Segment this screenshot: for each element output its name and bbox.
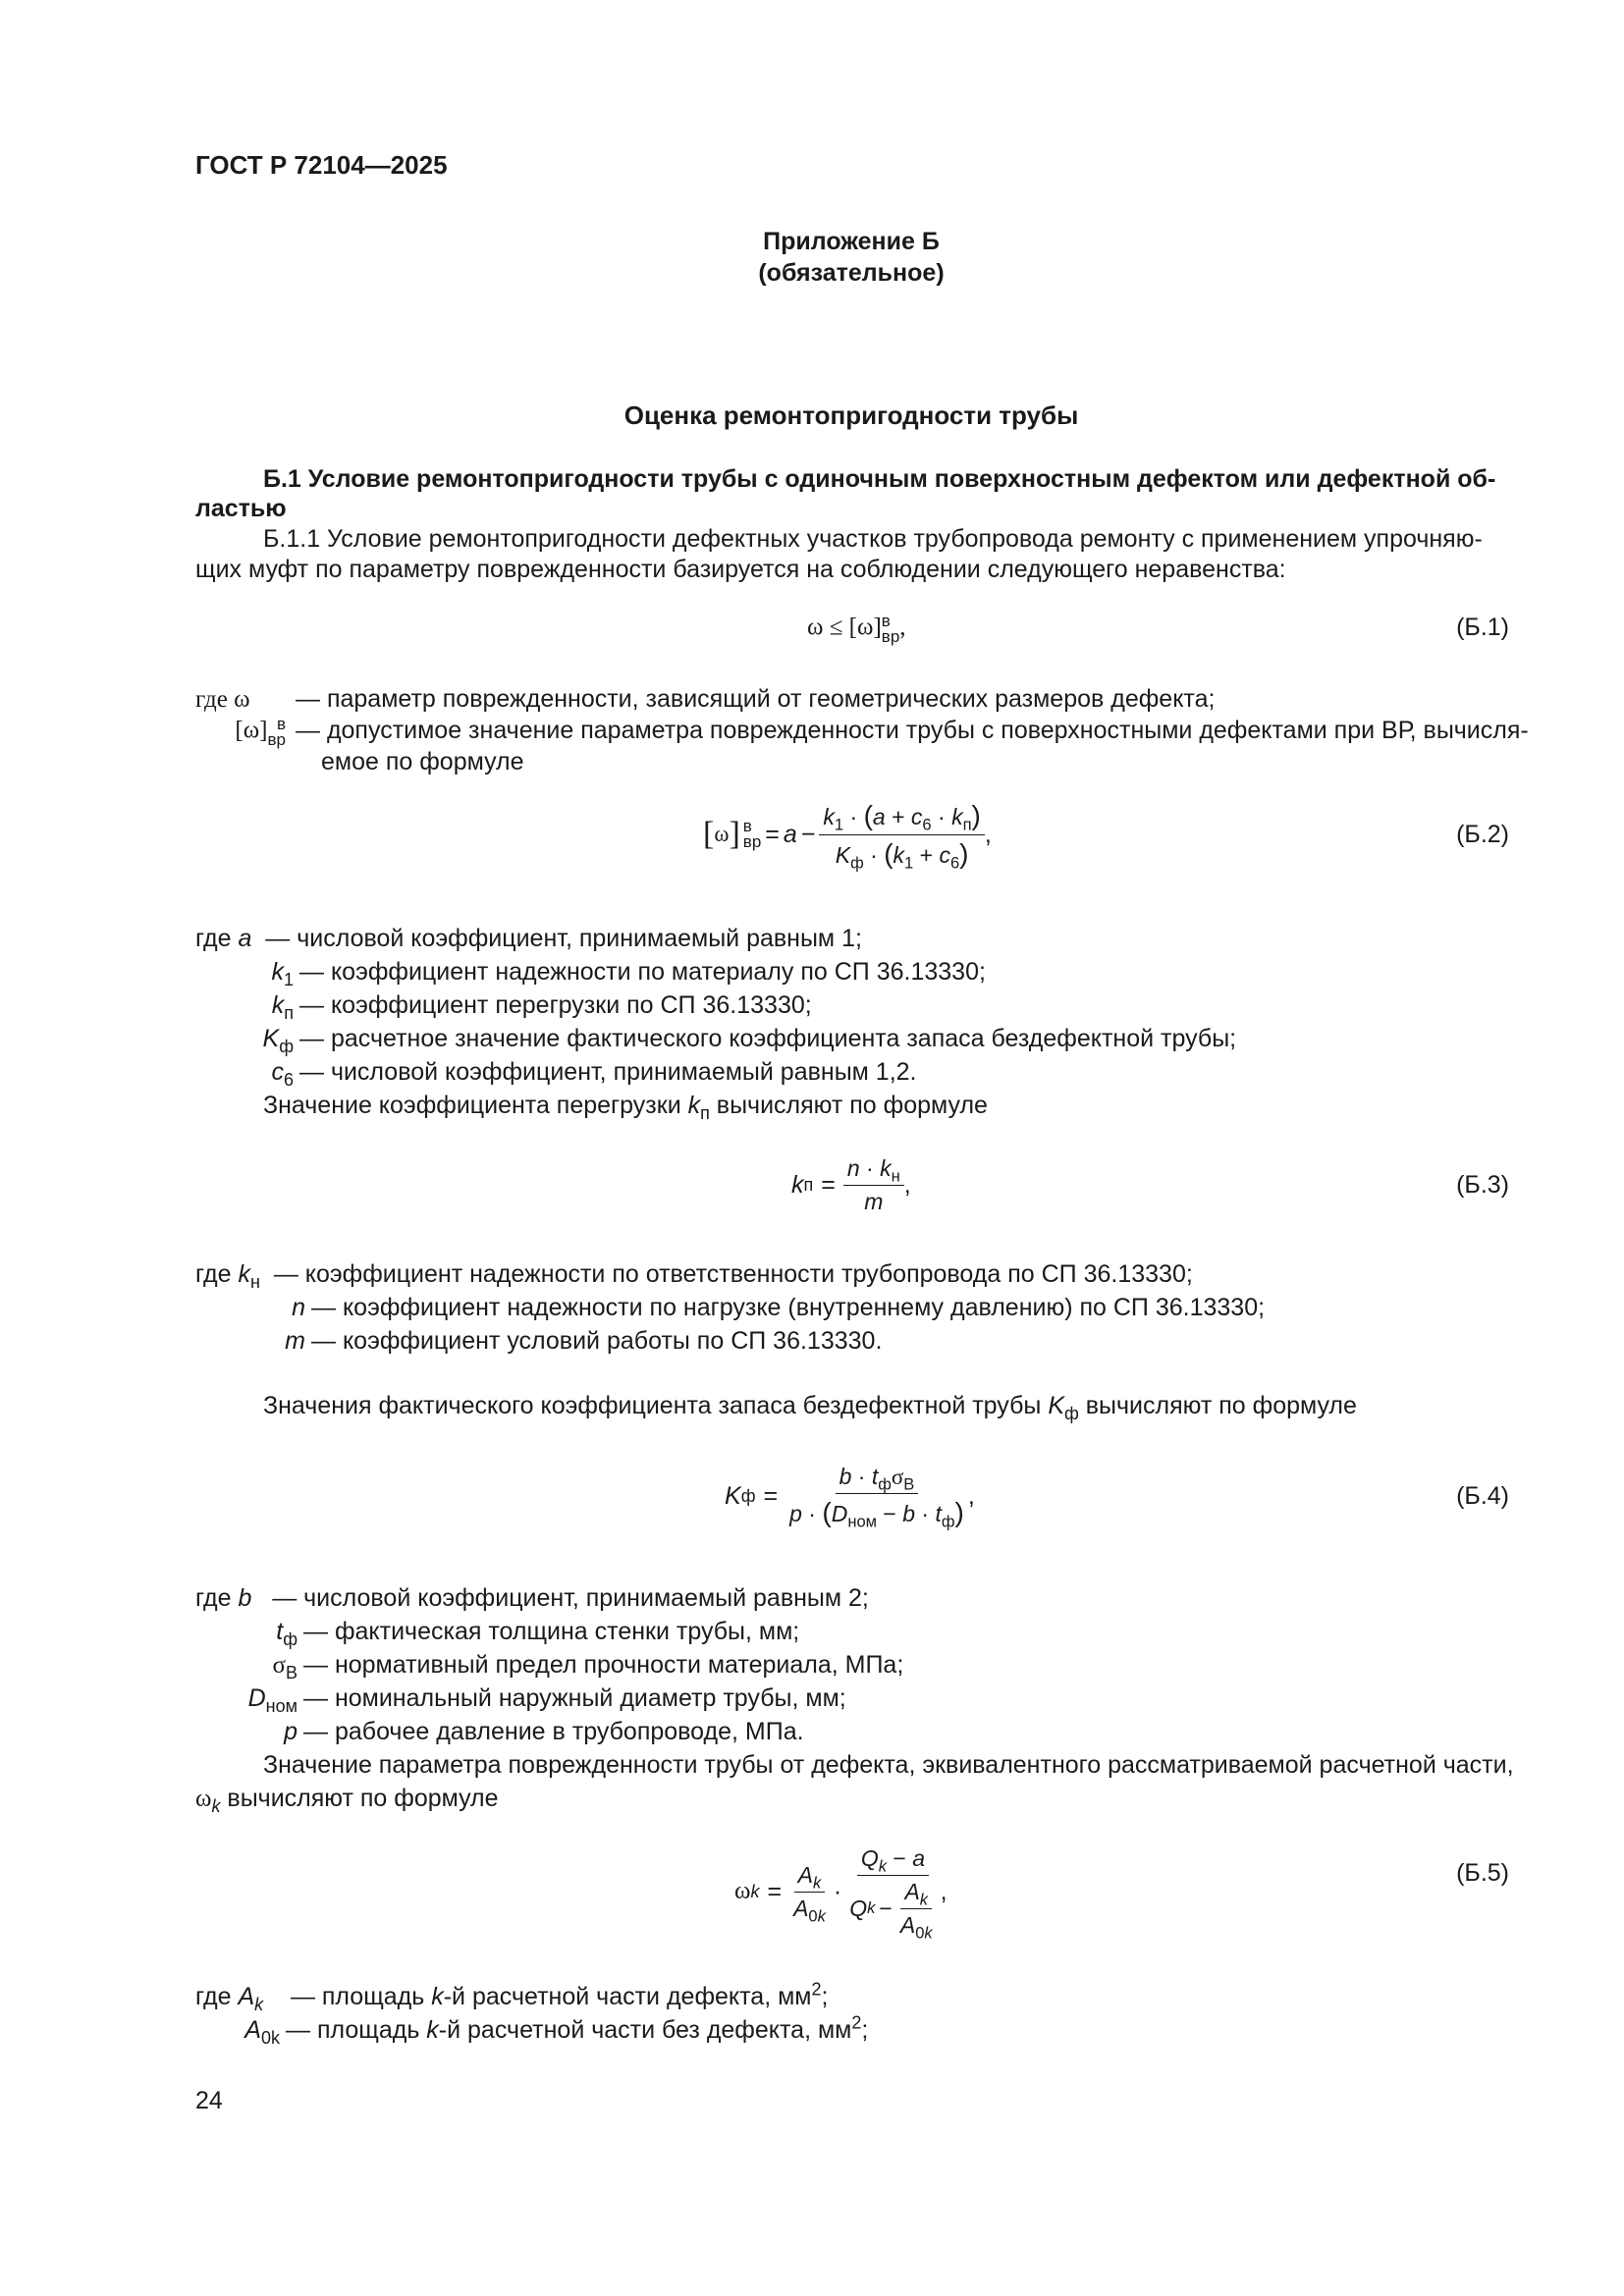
paragraph-wk-tail: вычисляют по формуле bbox=[220, 1785, 499, 1812]
where5-text-a0k-b: -й расчетной части без дефекта, мм bbox=[438, 2016, 852, 2044]
where5-text-ak-a: — площадь bbox=[290, 1983, 432, 2010]
where5-text-a0k-k: k bbox=[426, 2016, 439, 2044]
where2-symbol-kp: k bbox=[271, 991, 285, 1019]
where5-lead: где bbox=[195, 1983, 232, 2010]
where3-symbol-kn-sub: н bbox=[249, 1272, 260, 1292]
where2-text-kf: — расчетное значение фактического коэффициента запаса бездефектной трубы; bbox=[299, 1025, 1237, 1052]
paragraph-kf-symbol: K bbox=[1048, 1392, 1065, 1419]
equation-b5-number: (Б.5) bbox=[1456, 1859, 1509, 1887]
equation-b3: k п = $\frac{n \cdot k_н}{m}$ , bbox=[791, 1154, 911, 1214]
equation-b4: K ф = $\frac{b \cdot t_ф\sigma_В}{p \cdot (D_{ном} - b \cdot t_ф)}$ , bbox=[725, 1464, 975, 1531]
where5-text-ak-sup: 2 bbox=[811, 1979, 822, 2000]
where2-text-c6: — числовой коэффициент, принимаемый равным 1,2. bbox=[299, 1058, 917, 1086]
where5-symbol-a0k-sub: 0k bbox=[260, 2028, 280, 2048]
equation-b2-bracket-close: ] bbox=[729, 816, 740, 852]
where2-symbol-kf-sub: ф bbox=[279, 1037, 294, 1056]
where3-text-m: — коэффициент условий работы по СП 36.13330. bbox=[311, 1327, 883, 1355]
where2-symbol-c6: c bbox=[271, 1058, 284, 1086]
where5-text-ak-k: k bbox=[431, 1983, 444, 2010]
paragraph-kf-text: Значения фактического коэффициента запаса бездефектной трубы bbox=[263, 1392, 1049, 1419]
where4-symbol-tf: t bbox=[276, 1618, 284, 1645]
document-code: ГОСТ Р 72104—2025 bbox=[195, 150, 448, 180]
where4-row-sigma bbox=[195, 1651, 903, 1680]
where5-symbol-a0k: A bbox=[244, 2016, 261, 2044]
where4-row-dnom bbox=[195, 1684, 846, 1716]
equation-b5: ω k = $\frac{A_k}{A_{0k}}$ · $Q_k - a$ Q k − $\frac{A_k}{A_{0k}}$ , bbox=[734, 1844, 947, 1943]
appendix-status: (обязательное) bbox=[758, 259, 945, 287]
where2-row-kf bbox=[195, 1025, 1237, 1056]
where2-row-c6 bbox=[195, 1058, 917, 1090]
where4-symbol-dnom: D bbox=[247, 1684, 266, 1712]
where4-symbol-sigma: σ bbox=[272, 1652, 286, 1679]
where2-text-kp: — коэффициент перегрузки по СП 36.13330; bbox=[299, 991, 812, 1019]
where2-lead: где bbox=[195, 925, 232, 952]
equation-b2-omega: ω bbox=[714, 822, 730, 846]
where5-text-a0k-end: ; bbox=[861, 2016, 869, 2044]
where4-text-tf: — фактическая толщина стенки трубы, мм; bbox=[303, 1618, 800, 1645]
equation-b1-lhs: ω ≤ [ω] bbox=[807, 614, 882, 641]
where2-symbol-kf: K bbox=[262, 1025, 280, 1052]
where4-symbol-tf-sub: ф bbox=[283, 1629, 298, 1649]
where1-symbol-omega: где ω bbox=[195, 686, 250, 713]
equation-b4-number: (Б.4) bbox=[1456, 1482, 1509, 1510]
where4-symbol-p: p bbox=[284, 1718, 298, 1745]
clause-b1-heading-line2: ластью bbox=[195, 495, 287, 522]
paragraph-wk-line2 bbox=[195, 1785, 499, 1816]
equation-b4-fraction: $\frac{b \cdot t_ф\sigma_В}{p \cdot (D_{ном} - b \cdot t_ф)}$ bbox=[789, 1464, 964, 1531]
paragraph-kp-text: Значение коэффициента перегрузки bbox=[263, 1092, 688, 1119]
where5-text-ak-b: -й расчетной части дефекта, мм bbox=[443, 1983, 812, 2010]
equation-b1-number: (Б.1) bbox=[1456, 614, 1509, 641]
paragraph-wk-line1: Значение параметра поврежденности трубы от дефекта, эквивалентного рассматриваемой расчетной части, bbox=[263, 1751, 1514, 1779]
equation-b1-tail: , bbox=[899, 614, 906, 641]
where3-lead: где bbox=[195, 1260, 232, 1288]
where1-row-omega-allowed: [ω] в вр — допустимое значение параметра поврежденности трубы с поверхностными дефектами при ВР, вычисля- bbox=[235, 715, 1529, 750]
where2-symbol-c6-sub: 6 bbox=[283, 1070, 294, 1090]
section-title: Оценка ремонтопригодности трубы bbox=[623, 400, 1079, 430]
paragraph-kf bbox=[263, 1392, 1357, 1423]
where5-text-a0k-sup: 2 bbox=[851, 2012, 862, 2033]
where4-text-b: — числовой коэффициент, принимаемый равным 2; bbox=[272, 1584, 869, 1612]
page-number: 24 bbox=[195, 2087, 223, 2114]
where2-symbol-k1: k bbox=[271, 958, 284, 986]
paragraph-wk-symbol-sub: k bbox=[211, 1796, 221, 1816]
paragraph-kp-symbol-sub: п bbox=[700, 1103, 710, 1123]
equation-b3-fraction: $\frac{n \cdot k_н}{m}$ bbox=[843, 1155, 904, 1215]
where1-text-omega-allowed-cont: емое по формуле bbox=[321, 748, 524, 775]
where2-row-kp bbox=[195, 991, 812, 1023]
where2-symbol-k1-sub: 1 bbox=[283, 970, 294, 989]
where2-row-k1 bbox=[195, 958, 986, 987]
where5-text-ak-end: ; bbox=[821, 1983, 829, 2010]
paragraph-kp-symbol: k bbox=[687, 1092, 701, 1119]
equation-b2: [ ω ] в вр = a − $\frac{k_1 \cdot (a + c_6 \cdot k_п)}{K_ф \cdot (k_1 + c_6)}$ , bbox=[703, 799, 992, 873]
where2-text-k1: — коэффициент надежности по материалу по СП 36.13330; bbox=[299, 958, 986, 986]
where2-text-a: — числовой коэффициент, принимаемый равным 1; bbox=[265, 925, 862, 952]
where3-text-kn: — коэффициент надежности по ответственности трубопровода по СП 36.13330; bbox=[273, 1260, 1193, 1288]
paragraph-kp bbox=[263, 1092, 988, 1123]
clause-b1-heading-line1: Б.1 Условие ремонтопригодности трубы с одиночным поверхностным дефектом или дефектной об- bbox=[263, 465, 1496, 493]
where3-text-n: — коэффициент надежности по нагрузке (внутреннему давлению) по СП 36.13330; bbox=[311, 1294, 1266, 1321]
paragraph-wk-symbol: ω bbox=[195, 1786, 212, 1812]
where3-row-m bbox=[195, 1327, 882, 1356]
where4-symbol-sigma-sub: В bbox=[285, 1663, 298, 1682]
where4-symbol-dnom-sub: ном bbox=[265, 1696, 298, 1716]
equation-b5-fraction-area: $\frac{A_k}{A_{0k}}$ bbox=[793, 1861, 826, 1926]
where4-text-p: — рабочее давление в трубопроводе, МПа. bbox=[303, 1718, 804, 1745]
equation-b2-bracket-open: [ bbox=[703, 816, 715, 852]
where4-text-dnom: — номинальный наружный диаметр трубы, мм; bbox=[303, 1684, 846, 1712]
where2-symbol-kp-sub: п bbox=[284, 1003, 294, 1023]
where3-row-kn bbox=[195, 1260, 1193, 1292]
where4-row-b bbox=[195, 1584, 869, 1613]
where2-row-a bbox=[195, 925, 862, 953]
where2-symbol-a: a bbox=[238, 925, 252, 952]
where3-symbol-kn: k bbox=[238, 1260, 250, 1288]
equation-b1-sub: вр bbox=[881, 627, 900, 646]
where1-row-omega bbox=[195, 685, 1215, 714]
where4-lead: где bbox=[195, 1584, 232, 1612]
equation-b1 bbox=[807, 614, 906, 645]
equation-b1-sup: в bbox=[881, 612, 891, 630]
where5-text-a0k-a: — площадь bbox=[286, 2016, 427, 2044]
where5-symbol-ak-sub: k bbox=[254, 1995, 264, 2014]
clause-b11-line1: Б.1.1 Условие ремонтопригодности дефектных участков трубопровода ремонту с применением упрочняю- bbox=[263, 525, 1483, 553]
where4-row-tf bbox=[195, 1618, 800, 1649]
where1-symbol-omega-allowed: [ω] bbox=[235, 718, 268, 744]
where3-symbol-n: n bbox=[292, 1294, 305, 1321]
where1-text-omega: — параметр поврежденности, зависящий от геометрических размеров дефекта; bbox=[296, 685, 1216, 713]
where4-text-sigma: — нормативный предел прочности материала, МПа; bbox=[303, 1651, 904, 1679]
where5-row-ak bbox=[195, 1979, 829, 2014]
where3-row-n bbox=[195, 1294, 1265, 1322]
equation-b2-fraction: $\frac{k_1 \cdot (a + c_6 \cdot k_п)}{K_ф \cdot (k_1 + c_6)}$ bbox=[819, 800, 984, 870]
where5-symbol-ak: A bbox=[238, 1983, 255, 2010]
where5-row-a0k bbox=[195, 2012, 869, 2048]
equation-b3-number: (Б.3) bbox=[1456, 1171, 1509, 1199]
appendix-title: Приложение Б bbox=[763, 228, 940, 255]
where4-row-p bbox=[195, 1718, 804, 1746]
equation-b2-number: (Б.2) bbox=[1456, 821, 1509, 848]
paragraph-kf-tail: вычисляют по формуле bbox=[1078, 1392, 1357, 1419]
clause-b11-line2: щих муфт по параметру поврежденности базируется на соблюдении следующего неравенства: bbox=[195, 556, 1286, 583]
paragraph-kf-symbol-sub: ф bbox=[1064, 1404, 1079, 1423]
paragraph-kp-tail: вычисляют по формуле bbox=[709, 1092, 988, 1119]
equation-b5-fraction-main: $Q_k - a$ Q k − $\frac{A_k}{A_{0k}}$ bbox=[849, 1844, 933, 1943]
where4-symbol-b: b bbox=[238, 1584, 252, 1612]
where3-symbol-m: m bbox=[285, 1327, 305, 1355]
where1-text-omega-allowed: — допустимое значение параметра поврежденности трубы с поверхностными дефектами при ВР, вычисля- bbox=[296, 717, 1529, 744]
